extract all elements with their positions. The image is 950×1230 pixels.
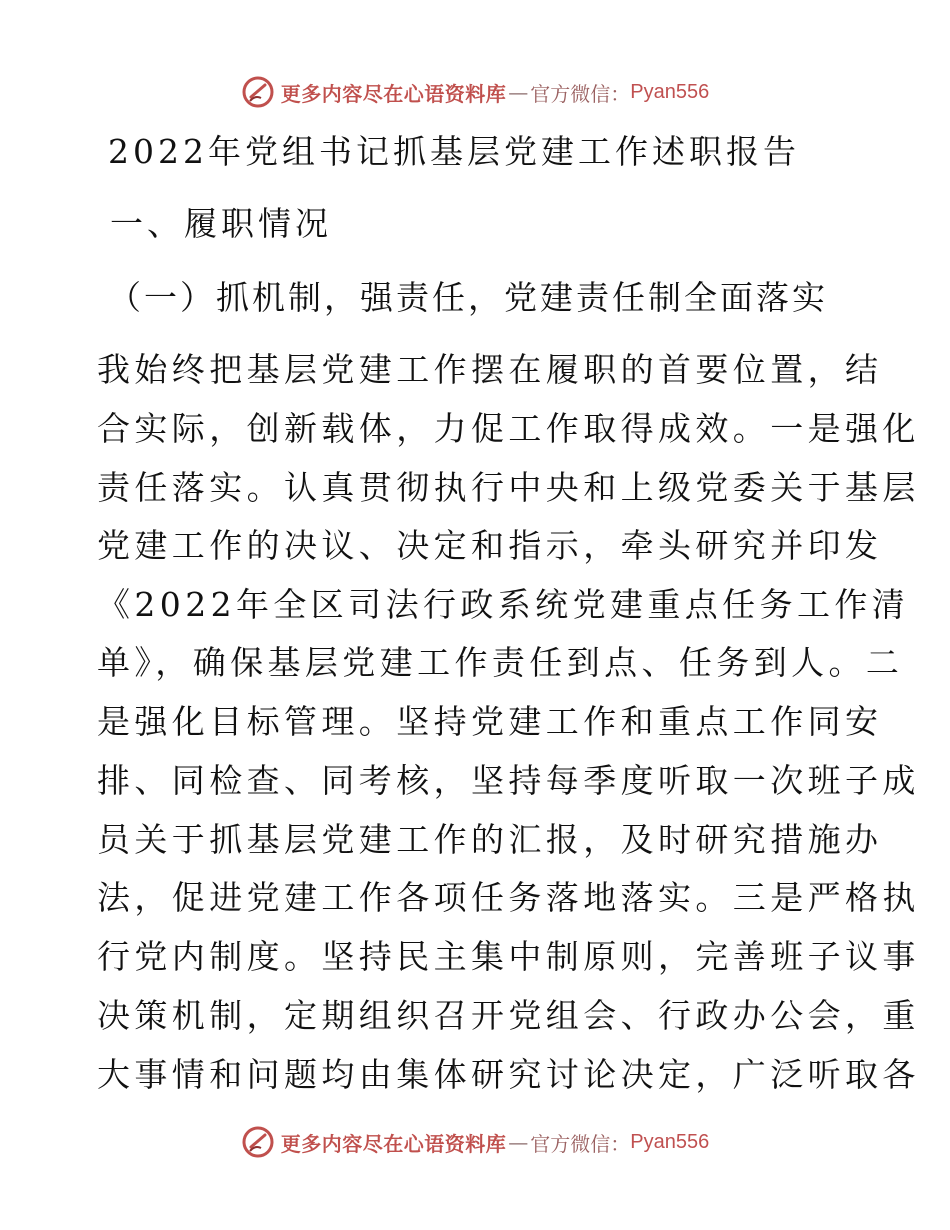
body-line: 《2022年全区司法行政系统党建重点任务工作清 <box>97 585 910 624</box>
watermark-brand-text: 更多内容尽在心语资料库 <box>280 1131 507 1156</box>
body-line: 排、同检查、同考核，坚持每季度听取一次班子成 <box>97 761 920 800</box>
body-line: 合实际，创新载体，力促工作取得成效。一是强化 <box>97 409 920 448</box>
watermark-header <box>0 72 950 112</box>
brand-logo-icon <box>241 1125 275 1159</box>
body-line: 单》，确保基层党建工作责任到点、任务到人。二 <box>97 643 904 682</box>
brand-logo-icon <box>241 75 275 109</box>
body-line: 决策机制，定期组织召开党组会、行政办公会，重 <box>97 996 920 1035</box>
watermark-footer <box>0 1122 950 1162</box>
body-line: 大事情和问题均由集体研究讨论决定，广泛听取各 <box>97 1055 920 1094</box>
body-line: 我始终把基层党建工作摆在履职的首要位置，结 <box>97 350 883 389</box>
watermark-dash: — <box>508 1130 529 1154</box>
body-line: 法，促进党建工作各项任务落地落实。三是严格执 <box>97 878 920 917</box>
document-title: 2022年党组书记抓基层党建工作述职报告 <box>108 132 800 171</box>
watermark-brand-text: 更多内容尽在心语资料库 <box>280 81 507 106</box>
watermark-wechat-id: Pyan556 <box>630 1130 710 1153</box>
watermark-wechat-label: 官方微信： <box>530 1131 631 1156</box>
subsection-heading: （一）抓机制，强责任，党建责任制全面落实 <box>108 278 828 317</box>
watermark-dash: — <box>508 80 529 104</box>
body-line: 责任落实。认真贯彻执行中央和上级党委关于基层 <box>97 468 920 507</box>
section-heading: 一、履职情况 <box>110 204 332 243</box>
body-line: 员关于抓基层党建工作的汇报，及时研究措施办 <box>97 820 883 859</box>
watermark-wechat-id: Pyan556 <box>630 80 710 103</box>
watermark-wechat-label: 官方微信： <box>530 81 631 106</box>
body-line: 党建工作的决议、决定和指示，牵头研究并印发 <box>97 526 883 565</box>
body-line: 是强化目标管理。坚持党建工作和重点工作同安 <box>97 702 883 741</box>
body-line: 行党内制度。坚持民主集中制原则，完善班子议事 <box>97 937 920 976</box>
